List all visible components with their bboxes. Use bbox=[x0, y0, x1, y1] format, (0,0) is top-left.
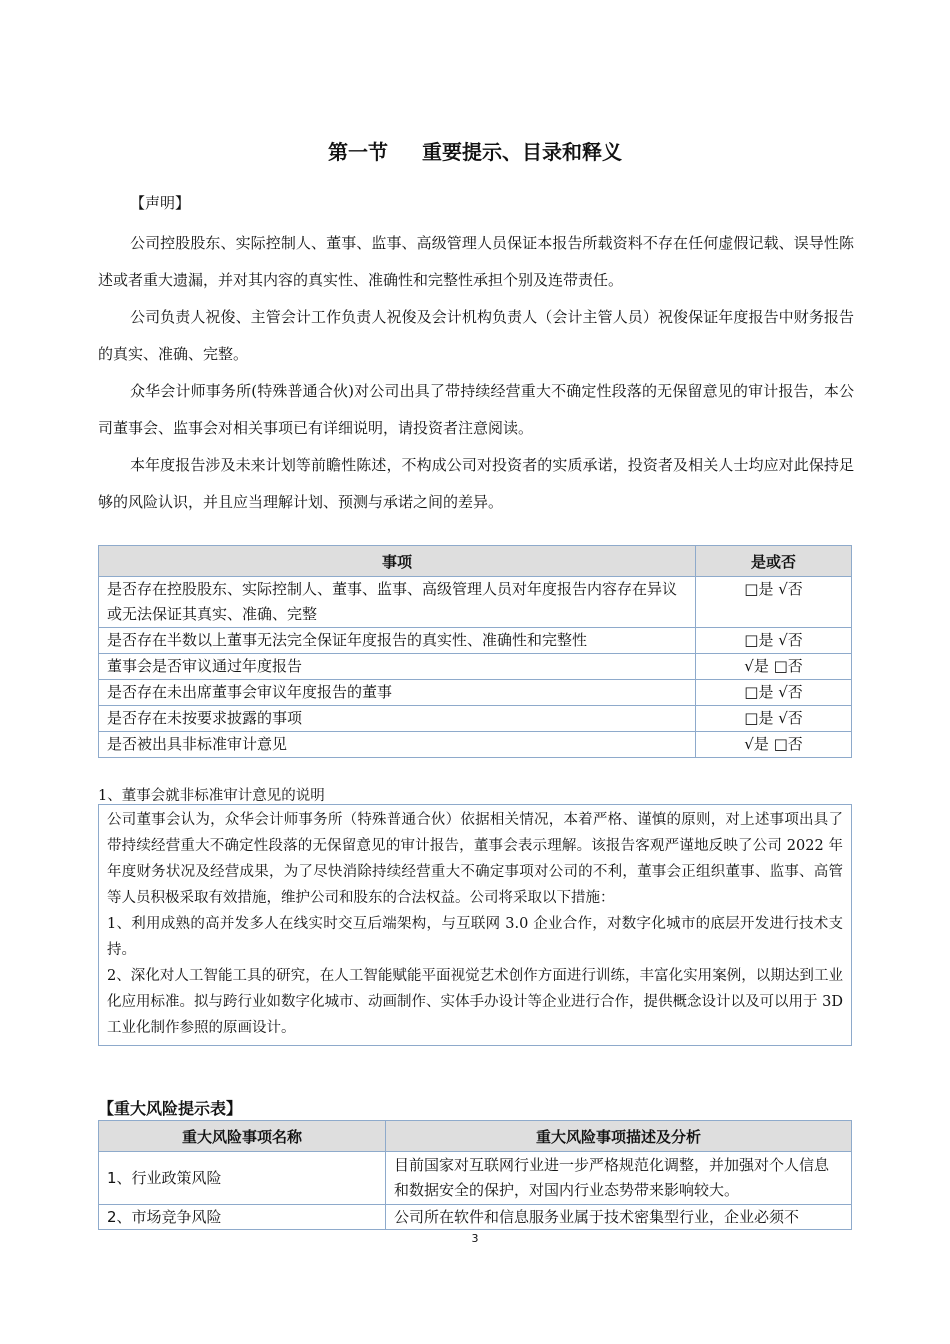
table-row bbox=[99, 680, 852, 706]
paragraph-forward-looking: 本年度报告涉及未来计划等前瞻性陈述，不构成公司对投资者的实质承诺，投资者及相关人士均应对此保持足够的风险认识，并且应当理解计划、预测与承诺之间的差异。 bbox=[98, 456, 854, 511]
paragraph-accounting-heads: 公司负责人祝俊、主管会计工作负责人祝俊及会计机构负责人（会计主管人员）祝俊保证年度报告中财务报告的真实、准确、完整。 bbox=[98, 308, 854, 363]
matters-header-yesno: 是或否 bbox=[696, 546, 852, 577]
risk-name: 1、行业政策风险 bbox=[99, 1152, 386, 1205]
risk-table bbox=[98, 1120, 852, 1230]
risk-table-header bbox=[99, 1121, 852, 1152]
matters-header-item: 事项 bbox=[99, 546, 696, 577]
matter-question: 董事会是否审议通过年度报告 bbox=[99, 654, 696, 680]
audit-opinion-note-box bbox=[98, 804, 852, 1046]
matter-answer: □是 √否 bbox=[696, 577, 852, 628]
matter-question: 是否被出具非标准审计意见 bbox=[99, 732, 696, 758]
risk-desc bbox=[386, 1205, 852, 1230]
table-row bbox=[99, 1152, 852, 1205]
matters-table bbox=[98, 545, 852, 758]
risk-header-name: 重大风险事项名称 bbox=[99, 1121, 386, 1152]
table-row bbox=[99, 1205, 852, 1230]
table-row bbox=[99, 706, 852, 732]
paragraph-auditor: 众华会计师事务所(特殊普通合伙)对公司出具了带持续经营重大不确定性段落的无保留意见的审计报告，本公司董事会、监事会对相关事项已有详细说明，请投资者注意阅读。 bbox=[98, 382, 854, 437]
risk-name-text: 2、市场竞争风险 bbox=[107, 1208, 222, 1226]
matter-answer: □是 √否 bbox=[696, 628, 852, 654]
section-title-number: 第一节 bbox=[328, 140, 388, 164]
risk-table-heading: 【重大风险提示表】 bbox=[98, 1099, 243, 1118]
note-paragraph: 公司董事会认为，众华会计师事务所（特殊普通合伙）依据相关情况，本着严格、谨慎的原则，对上述事项出具了带持续经营重大不确定性段落的无保留意见的审计报告，董事会表示理解。该报告客观严谨地反映了公司 2022 年年度财务状况及经营成果，为了尽快消除持续经营重大不确定事项对公司的不利，董事会正组织董事、监事、高管等人员积极采取有效措施，维护公司和股东的合法权益。公司将采取以下措施： bbox=[107, 812, 843, 906]
risk-desc: 目前国家对互联网行业进一步严格规范化调整，并加强对个人信息和数据安全的保护，对国内行业态势带来影响较大。 bbox=[386, 1152, 852, 1205]
matter-question: 是否存在未按要求披露的事项 bbox=[99, 706, 696, 732]
risk-header-desc: 重大风险事项描述及分析 bbox=[386, 1121, 852, 1152]
declaration-label: 【声明】 bbox=[130, 194, 191, 212]
risk-name bbox=[99, 1205, 386, 1230]
page-number: 3 bbox=[471, 1232, 479, 1245]
risk-desc-text: 公司所在软件和信息服务业属于技术密集型行业，企业必须不 bbox=[394, 1208, 800, 1226]
audit-opinion-note-title: 1、董事会就非标准审计意见的说明 bbox=[98, 788, 325, 804]
matter-question: 是否存在控股股东、实际控制人、董事、监事、高级管理人员对年度报告内容存在异议或无法保证其真实、准确、完整 bbox=[99, 577, 696, 628]
matters-table-header bbox=[99, 546, 852, 577]
matter-answer: √是 □否 bbox=[696, 732, 852, 758]
paragraph-responsibility: 公司控股股东、实际控制人、董事、监事、高级管理人员保证本报告所载资料不存在任何虚假记载、误导性陈述或者重大遗漏，并对其内容的真实性、准确性和完整性承担个别及连带责任。 bbox=[98, 234, 854, 289]
section-title-text: 重要提示、目录和释义 bbox=[422, 140, 622, 164]
table-row bbox=[99, 628, 852, 654]
matter-answer: √是 □否 bbox=[696, 654, 852, 680]
table-row bbox=[99, 732, 852, 758]
matter-answer: □是 √否 bbox=[696, 680, 852, 706]
matter-answer: □是 √否 bbox=[696, 706, 852, 732]
section-title bbox=[0, 136, 950, 165]
table-row bbox=[99, 654, 852, 680]
note-measure-2: 2、深化对人工智能工具的研究，在人工智能赋能平面视觉艺术创作方面进行训练，丰富化实用案例，以期达到工业化应用标准。拟与跨行业如数字化城市、动画制作、实体手办设计等企业进行合作，提供概念设计以及可以用于 3D 工业化制作参照的原画设计。 bbox=[107, 968, 843, 1036]
matter-question: 是否存在半数以上董事无法完全保证年度报告的真实性、准确性和完整性 bbox=[99, 628, 696, 654]
note-measure-1: 1、利用成熟的高并发多人在线实时交互后端架构，与互联网 3.0 企业合作，对数字化城市的底层开发进行技术支持。 bbox=[107, 916, 843, 958]
matter-question: 是否存在未出席董事会审议年度报告的董事 bbox=[99, 680, 696, 706]
table-row bbox=[99, 577, 852, 628]
